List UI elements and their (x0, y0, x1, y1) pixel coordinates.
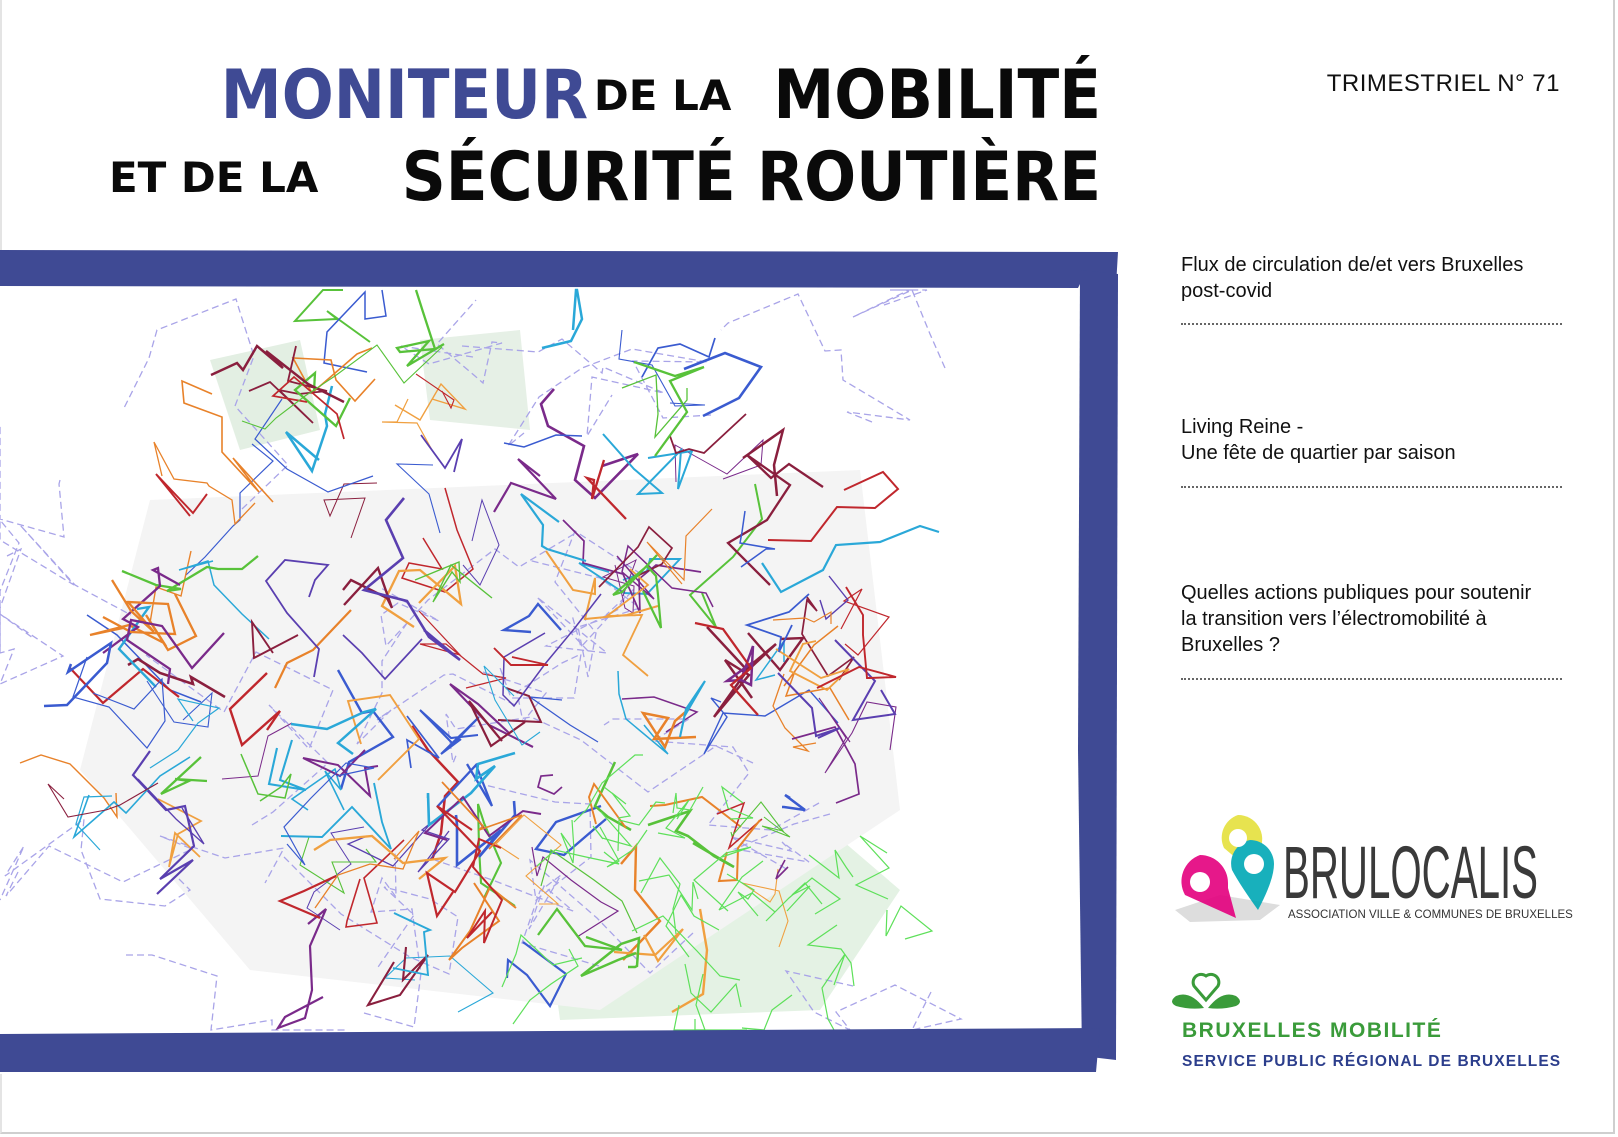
title-word-et-de-la: ET DE LA (108, 153, 319, 202)
title-word-de-la: DE LA (593, 71, 732, 120)
divider (1181, 323, 1562, 325)
brulocalis-subtitle: ASSOCIATION VILLE & COMMUNES DE BRUXELLES (1288, 909, 1573, 921)
article-3-line: la transition vers l’électromobilité à (1181, 608, 1487, 630)
issue-number: TRIMESTRIEL N° 71 (1326, 70, 1560, 97)
divider (1181, 678, 1562, 680)
article-2-line: Living Reine - (1181, 416, 1304, 438)
title-word-moniteur: MONITEUR (221, 56, 589, 135)
article-2[interactable] (1181, 414, 1601, 466)
divider (1181, 486, 1562, 488)
article-3[interactable] (1181, 580, 1601, 658)
bruxelles-mobilite-subtitle: SERVICE PUBLIC RÉGIONAL DE BRUXELLES (1182, 1053, 1562, 1070)
cover-map-image (0, 250, 1120, 1074)
bruxelles-mobilite-name: BRUXELLES MOBILITÉ (1182, 1019, 1443, 1042)
article-1[interactable] (1181, 252, 1601, 304)
article-2-line: Une fête de quartier par saison (1181, 442, 1456, 464)
article-3-line: Quelles actions publiques pour soutenir (1181, 582, 1532, 604)
brulocalis-pins-logo-icon (1170, 810, 1290, 925)
brulocalis-logo (1283, 836, 1543, 904)
article-3-line: Bruxelles ? (1181, 634, 1280, 656)
article-1-line: post-covid (1181, 280, 1273, 302)
title-line-1 (180, 56, 1101, 135)
article-1-line: Flux de circulation de/et vers Bruxelles (1181, 254, 1524, 276)
title-line-2 (108, 138, 1101, 217)
title-word-securite-routiere: SÉCURITÉ ROUTIÈRE (401, 138, 1101, 217)
bruxelles-mobilite-heart-logo-icon (1170, 970, 1242, 1012)
brulocalis-logo-text: BRULOCALIS (1283, 836, 1538, 904)
title-word-mobilite: MOBILITÉ (773, 56, 1101, 135)
